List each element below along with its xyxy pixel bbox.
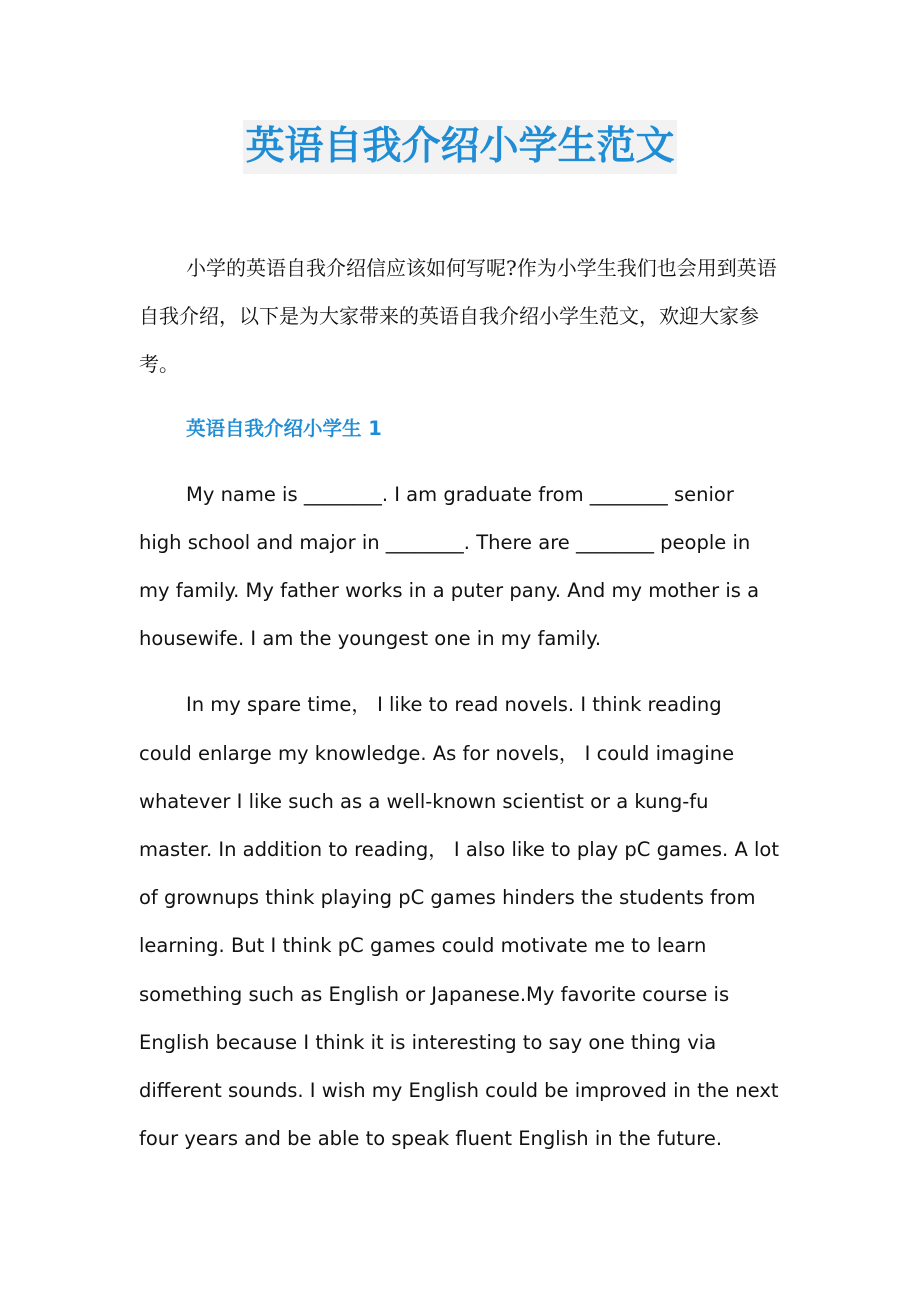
page-title: 英语自我介绍小学生范文	[243, 120, 676, 174]
paragraph-spacer	[139, 663, 779, 681]
intro-paragraph: 小学的英语自我介绍信应该如何写呢?作为小学生我们也会用到英语自我介绍，以下是为大家带来的英语自我介绍小学生范文，欢迎大家参考。	[139, 256, 777, 377]
document-body	[139, 244, 779, 1163]
section-heading: 英语自我介绍小学生 1	[186, 416, 382, 440]
title-container	[0, 120, 920, 174]
body-paragraph-2: In my spare time， I like to read novels. I think reading could enlarge my knowledge. As for novels， I could imagine whatever I like such as a well-known scientist or a kung-fu master. In addition to reading， I also like to play pC games. A lot of grownups think playing pC games hinders the students from learning. But I think pC games could motivate me to learn something such as English or Japanese.My favorite course is English because I think it is interesting to say one thing via different sounds. I wish my English could be improved in the next four years and be able to speak fluent English in the future.	[139, 693, 779, 1151]
body-paragraph-1: My name is ________. I am graduate from ________ senior high school and major in ________. There are ________ people in my family. My father works in a puter pany. And my mother is a housewife. I am the youngest one in my family.	[139, 482, 760, 651]
